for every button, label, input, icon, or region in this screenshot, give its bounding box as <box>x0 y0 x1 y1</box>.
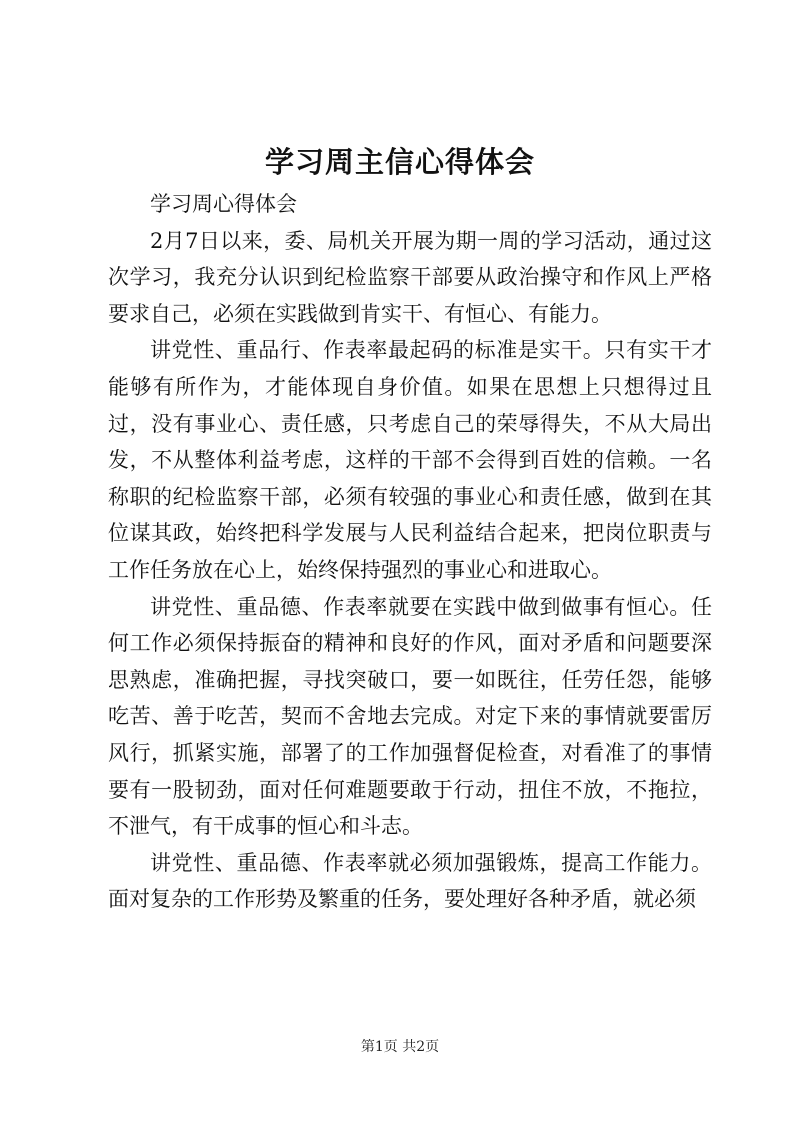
paragraph-perseverance: 讲党性、重品德、作表率就要在实践中做到做事有恒心。任何工作必须保持振奋的精神和良好的作风，面对矛盾和问题要深思熟虑，准确把握，寻找突破口，要一如既往，任劳任怨，能够吃苦、善于吃苦，契而不舍地去完成。对定下来的事情就要雷厉风行，抓紧实施，部署了的工作加强督促检查，对看准了的事情要有一股韧劲，面对任何难题要敢于行动，扭住不放，不拖拉，不泄气，有干成事的恒心和斗志。 <box>108 594 712 839</box>
document-title: 学习周主信心得体会 <box>264 145 535 179</box>
paragraph-ability: 讲党性、重品德、作表率就必须加强锻炼，提高工作能力。面对复杂的工作形势及繁重的任务，要处理好各种矛盾，就必须 <box>108 850 712 912</box>
paragraph-subtitle: 学习周心得体会 <box>150 192 297 216</box>
page-number-footer: 第1页 共2页 <box>360 1039 440 1055</box>
paragraph-practical-work: 讲党性、重品行、作表率最起码的标准是实干。只有实干才能够有所作为，才能体现自身价值。如果在思想上只想得过且过，没有事业心、责任感，只考虑自己的荣辱得失，不从大局出发，不从整体利益考虑，这样的干部不会得到百姓的信赖。一名称职的纪检监察干部，必须有较强的事业心和责任感，做到在其位谋其政，始终把科学发展与人民利益结合起来，把岗位职责与工作任务放在心上，始终保持强烈的事业心和进取心。 <box>108 338 712 582</box>
document-body <box>108 186 712 918</box>
paragraph-intro: 2月7日以来，委、局机关开展为期一周的学习活动，通过这次学习，我充分认识到纪检监察干部要从政治操守和作风上严格要求自己，必须在实践做到肯实干、有恒心、有能力。 <box>108 228 712 326</box>
